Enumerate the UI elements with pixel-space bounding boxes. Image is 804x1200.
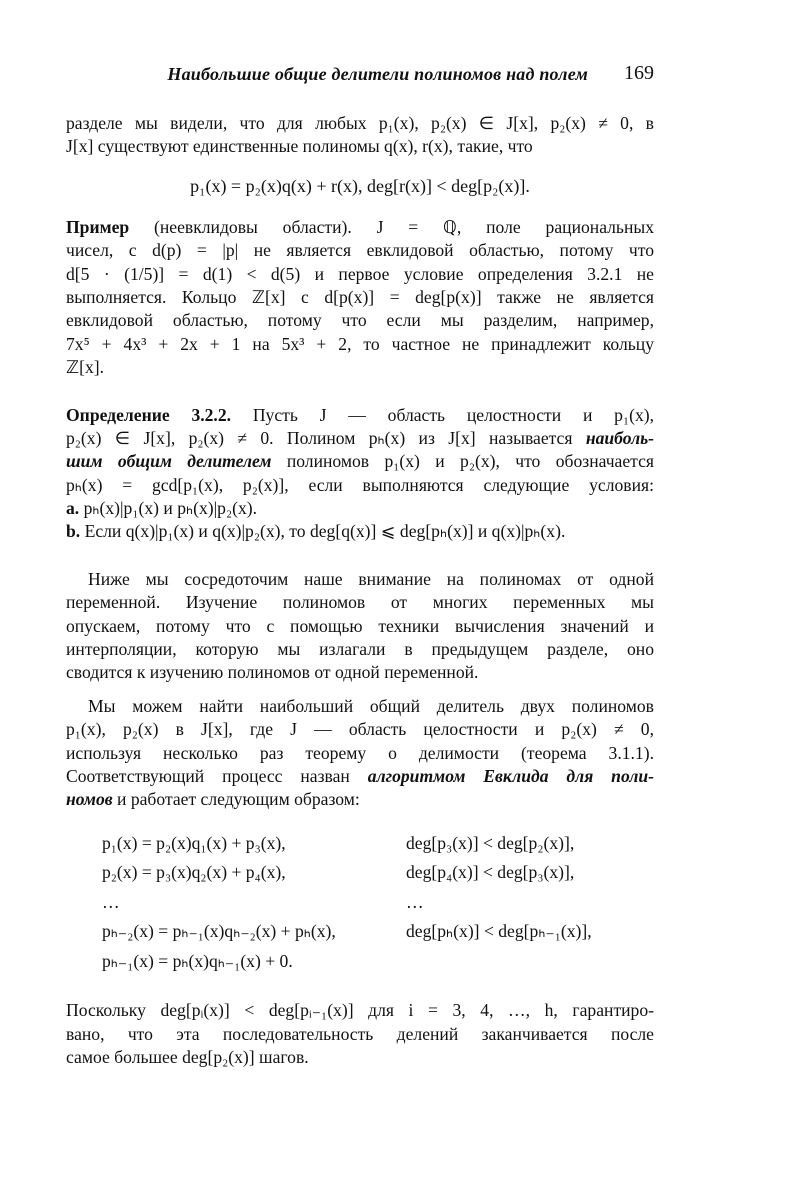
text-span: Если q(x)|p₁(x) и q(x)|p₂(x), то deg[q(x)] ⩽ deg[pₕ(x)] и q(x)|pₕ(x). — [80, 521, 566, 542]
page-body — [66, 112, 654, 1069]
term-span: шим общим делителем — [66, 451, 272, 472]
spacer — [66, 685, 654, 695]
text-line: Поскольку deg[pᵢ(x)] < deg[pᵢ₋₁(x)] для i = 3, 4, …, h, гарантиро- — [66, 1000, 654, 1021]
page-number: 169 — [624, 62, 654, 84]
text-span: pₕ(x)|p₁(x) и pₕ(x)|p₂(x). — [79, 498, 257, 519]
step-condition: deg[p₄(x)] < deg[p₃(x)], — [406, 862, 575, 883]
item-label: b. — [66, 521, 81, 542]
algorithm-step — [66, 832, 654, 862]
running-header — [66, 62, 654, 90]
paragraph-univariate — [66, 568, 654, 685]
definition-label: Определение 3.2.2. — [66, 404, 232, 425]
algorithm-step — [66, 950, 654, 980]
euclid-algorithm — [66, 832, 654, 980]
text-line: самое большее deg[p₂(x)] шагов. — [66, 1047, 309, 1068]
paragraph-example — [66, 216, 654, 380]
definition-block — [66, 404, 654, 544]
text-line: разделе мы видели, что для любых p₁(x), p₂(x) ∈ J[x], p₂(x) ≠ 0, в — [66, 113, 654, 133]
text-line: переменной. Изучение полиномов от многих переменных мы — [66, 592, 654, 613]
text-line: p₁(x), p₂(x) в J[x], где J — область целостности и p₂(x) ≠ 0, — [66, 719, 654, 740]
step-condition: deg[p₃(x)] < deg[p₂(x)], — [406, 832, 575, 853]
text-line — [66, 404, 654, 427]
term-span: номов — [66, 789, 113, 810]
step-condition: deg[pₕ(x)] < deg[pₕ₋₁(x)], — [406, 921, 592, 942]
text-line: d[5 · (1/5)] = d(1) < d(5) и первое условие определения 3.2.1 не — [66, 263, 654, 284]
paragraph-termination — [66, 999, 654, 1069]
text-line: Мы можем найти наибольший общий делитель двух полиномов — [88, 695, 654, 716]
text-line: J[x] существуют единственные полиномы q(x), r(x), такие, что — [66, 136, 533, 157]
step-equation: p₁(x) = p₂(x)q₁(x) + p₃(x), — [102, 832, 286, 853]
text-line: сводится к изучению полиномов от одной переменной. — [66, 662, 479, 683]
text-line — [66, 216, 654, 239]
text-span: и работает следующим образом: — [112, 789, 360, 810]
step-equation: p₂(x) = p₃(x)q₂(x) + p₄(x), — [102, 862, 286, 883]
text-line — [66, 788, 654, 811]
text-line: используя несколько раз теорему о делимости (теорема 3.1.1). — [66, 742, 654, 763]
text-line: pₕ(x) = gcd[p₁(x), p₂(x)], если выполняются следующие условия: — [66, 474, 654, 495]
paragraph-euclid — [66, 695, 654, 812]
step-equation: … — [102, 891, 120, 912]
step-condition: … — [406, 891, 424, 912]
text-line: опускаем, потому что с помощью техники вычисления значений и — [66, 615, 654, 636]
text-line: евклидовой областью, потому что если мы разделим, например, — [66, 310, 654, 331]
algorithm-step — [66, 920, 654, 950]
spacer — [66, 544, 654, 568]
text-span: полиномов p₁(x) и p₂(x), что обозначается — [271, 451, 654, 472]
text-span: (неевклидовы области). J = ℚ, поле рациональных — [129, 216, 654, 237]
item-label: a. — [66, 498, 80, 519]
condition-a — [66, 497, 654, 520]
text-span: Пусть J — область целостности и p₁(x), — [231, 404, 654, 425]
paragraph-intro — [66, 112, 654, 159]
text-line: 7x⁵ + 4x³ + 2x + 1 на 5x³ + 2, то частное не принадлежит кольцу — [66, 333, 654, 354]
term-span: наиболь- — [585, 427, 654, 448]
text-line — [66, 765, 654, 788]
algorithm-step — [66, 861, 654, 891]
text-line — [66, 427, 654, 450]
running-title: Наибольшие общие делители полиномов над полем — [167, 64, 588, 84]
example-label: Пример — [66, 216, 130, 237]
text-line: интерполяции, которую мы излагали в предыдущем разделе, оно — [66, 639, 654, 660]
text-line — [66, 450, 654, 473]
condition-b — [66, 520, 654, 543]
spacer — [66, 380, 654, 404]
step-equation: pₕ₋₂(x) = pₕ₋₁(x)qₕ₋₂(x) + pₕ(x), — [102, 921, 336, 942]
text-line: Ниже мы сосредоточим наше внимание на полиномах от одной — [88, 568, 654, 589]
text-line: ℤ[x]. — [66, 357, 105, 378]
text-span: Соответствующий процесс назван — [66, 765, 368, 786]
text-line: чисел, с d(p) = |p| не является евклидовой областью, потому что — [66, 240, 654, 261]
text-line: выполняется. Кольцо ℤ[x] с d[p(x)] = deg[p(x)] также не является — [66, 286, 654, 307]
text-span: p₂(x) ∈ J[x], p₂(x) ≠ 0. Полином pₕ(x) из J[x] называется — [66, 427, 586, 448]
equation-division: p₁(x) = p₂(x)q(x) + r(x), deg[r(x)] < deg[p₂(x)]. — [190, 175, 530, 196]
algorithm-step — [66, 891, 654, 921]
term-span: алгоритмом Евклида для поли- — [367, 765, 654, 786]
step-equation: pₕ₋₁(x) = pₕ(x)qₕ₋₁(x) + 0. — [102, 950, 293, 971]
text-line: вано, что эта последовательность делений заканчивается после — [66, 1023, 654, 1044]
